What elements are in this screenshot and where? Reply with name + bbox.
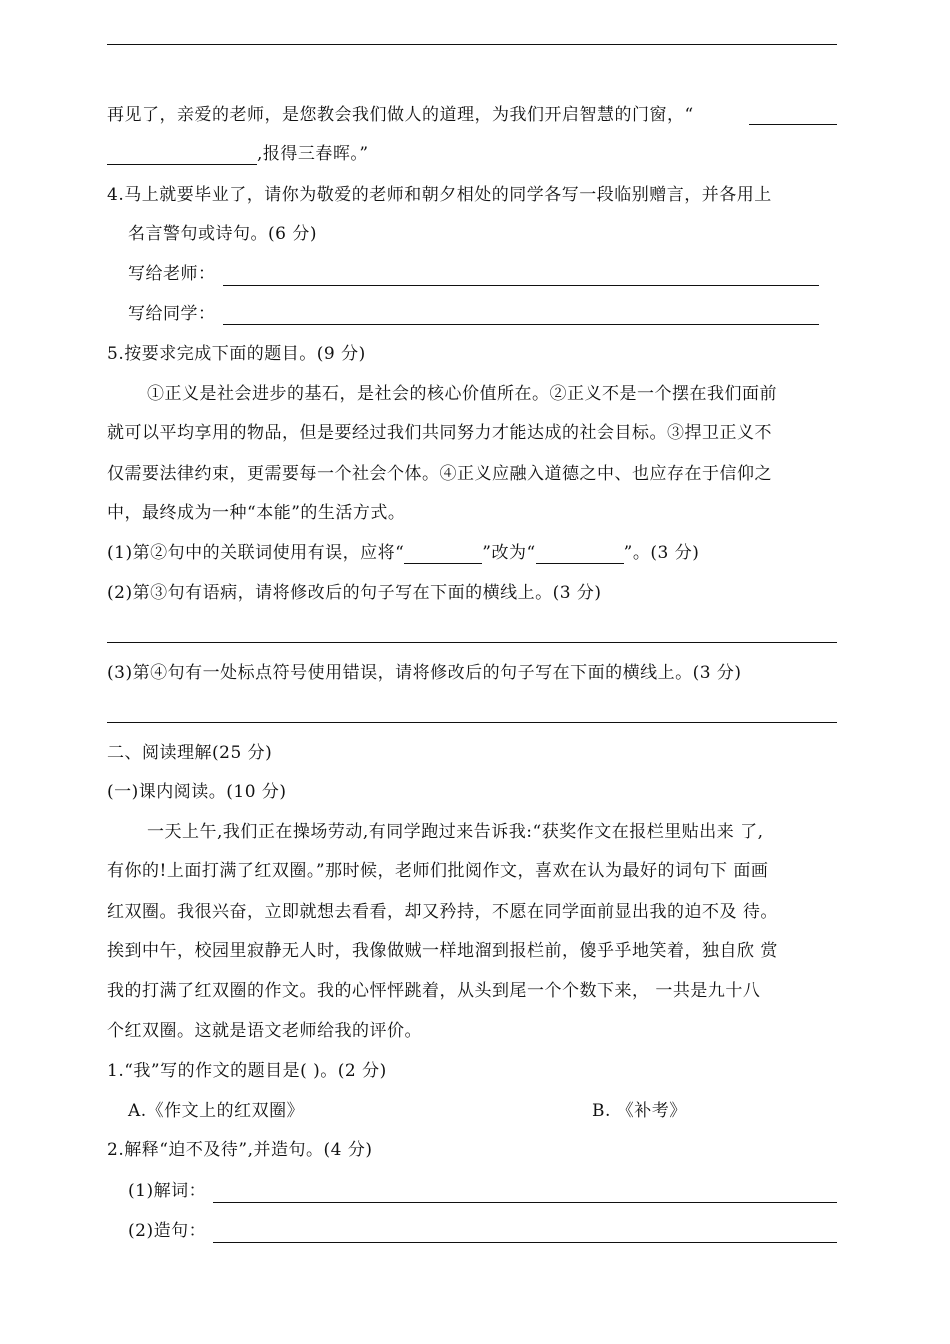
q4-classmate-label: 写给同学： [128, 304, 216, 324]
q5-passage-line: ①正义是社会进步的基石，是社会的核心价值所在。②正义不是一个摆在我们面前 [147, 384, 777, 404]
farewell-blank-2[interactable] [107, 146, 257, 165]
farewell-line-1 [107, 104, 694, 126]
farewell-blank-1[interactable] [749, 106, 837, 125]
reading-q2-sub1-answer-line[interactable] [213, 1202, 837, 1203]
q5-passage-line: 就可以平均享用的物品，但是要经过我们共同努力才能达成的社会目标。③捍卫正义不 [107, 423, 772, 443]
reading-passage-line: 挨到中午，校园里寂静无人时，我像做贼一样地溜到报栏前，傻乎乎地笑着，独自欣 赏 [107, 941, 778, 961]
reading-passage-line: 我的打满了红双圈的作文。我的心怦怦跳着，从头到尾一个个数下来， 一共是九十八 [107, 981, 761, 1001]
q5-title: 5.按要求完成下面的题目。(9 分) [107, 344, 366, 364]
reading-q2-sub2-label: (2)造句： [128, 1221, 207, 1241]
q4-teacher-label: 写给老师： [128, 264, 216, 284]
section2-title: 二、阅读理解(25 分) [107, 743, 273, 763]
q5-passage-line: 仅需要法律约束，更需要每一个社会个体。④正义应融入道德之中、也应存在于信仰之 [107, 464, 772, 484]
reading-q1-option-b[interactable]: B. 《补考》 [592, 1101, 687, 1121]
q4-prompt-line2: 名言警句或诗句。(6 分) [128, 224, 317, 244]
q5-sub1 [107, 542, 699, 564]
header-rule [107, 44, 837, 45]
reading-q1: 1.“我”写的作文的题目是( )。(2 分) [107, 1061, 387, 1081]
farewell-line-2 [107, 143, 369, 165]
q5-sub1-text-b: ”改为“ [482, 543, 536, 563]
q5-sub2: (2)第③句有语病，请将修改后的句子写在下面的横线上。(3 分) [107, 583, 602, 603]
q4-prompt-line1: 4.马上就要毕业了，请你为敬爱的老师和朝夕相处的同学各写一段临别赠言，并各用上 [107, 185, 772, 205]
q5-sub1-blank-1[interactable] [404, 545, 482, 564]
q5-sub3-answer-line[interactable] [107, 722, 837, 723]
q5-sub1-text-c: ”。(3 分) [623, 543, 700, 563]
reading-passage-line: 红双圈。我很兴奋，立即就想去看看，却又矜持，不愿在同学面前显出我的迫不及 待。 [107, 902, 778, 922]
reading-q1-option-a[interactable]: A.《作文上的红双圈》 [128, 1101, 305, 1121]
q5-sub2-answer-line[interactable] [107, 642, 837, 643]
q5-passage-line: 中，最终成为一种“本能”的生活方式。 [107, 503, 406, 523]
reading-passage-line: 一天上午,我们正在操场劳动,有同学跑过来告诉我:“获奖作文在报栏里贴出来 了, [147, 822, 764, 842]
q4-classmate-answer-line[interactable] [223, 324, 819, 325]
q5-sub3: (3)第④句有一处标点符号使用错误，请将修改后的句子写在下面的横线上。(3 分) [107, 663, 742, 683]
reading-q2-sub2-answer-line[interactable] [213, 1242, 837, 1243]
q5-sub1-blank-2[interactable] [536, 545, 624, 564]
reading-passage-line: 有你的!上面打满了红双圈。”那时候，老师们批阅作文，喜欢在认为最好的词句下 面画 [107, 861, 769, 881]
q4-teacher-answer-line[interactable] [223, 285, 819, 286]
q5-sub1-text-a: (1)第②句中的关联词使用有误，应将“ [107, 543, 405, 563]
reading-q2-sub1-label: (1)解词： [128, 1181, 207, 1201]
section2-part1-title: (一)课内阅读。(10 分) [107, 782, 287, 802]
reading-passage-line: 个红双圈。这就是语文老师给我的评价。 [107, 1021, 422, 1041]
farewell-text: 再见了，亲爱的老师，是您教会我们做人的道理，为我们开启智慧的门窗，“ [107, 105, 694, 125]
reading-q2: 2.解释“迫不及待”,并造句。(4 分) [107, 1140, 373, 1160]
farewell-ending: ,报得三春晖。” [257, 144, 369, 164]
